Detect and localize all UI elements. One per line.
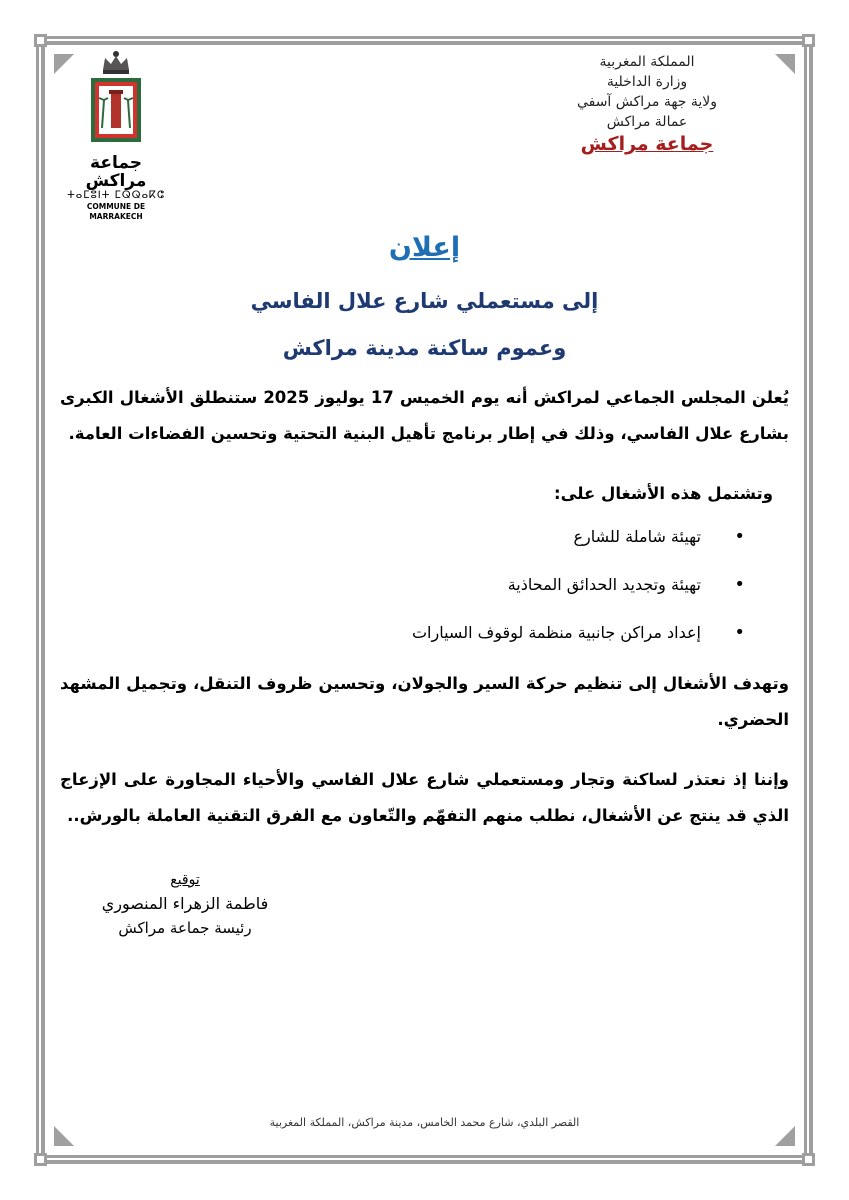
announcement-title: إعلان [388,232,461,263]
paragraph-1: يُعلن المجلس الجماعي لمراكش أنه يوم الخميس 17 يوليوز 2025 ستنطلق الأشغال الكبرى بشارع علال الفاسي، وذلك في إطار برنامج تأهيل البنية التحتية وتحسين الفضاءات العامة. [60,388,789,443]
frame-bottom [44,1155,805,1164]
logo-name-tifinagh: ⵜⴰⵎⵓⵏⵜ ⵎⵕⵕⴰⴽⵛ [67,190,165,201]
logo-name-fr: COMMUNE DE MARRAKECH [86,202,146,221]
header-institution [537,52,757,156]
header-kingdom: المملكة المغربية [599,54,695,70]
frame-triangle-tr [775,54,795,74]
commune-logo [60,48,172,221]
list-item: • إعداد مراكن جانبية منظمة لوقوف السيارات [412,618,745,666]
header-prefecture: عمالة مراكش [606,114,688,130]
header-ministry: وزارة الداخلية [606,74,688,90]
signature-block [80,868,290,940]
list-item: • تهيئة شاملة للشارع [412,522,745,570]
announcement-subtitle-1: إلى مستعملي شارع علال الفاسي [250,289,599,313]
frame-triangle-bl [54,1126,74,1146]
signatory-name: فاطمة الزهراء المنصوري [101,894,269,913]
logo-name-ar: جماعة مراكش [85,153,147,191]
paragraph-2: وتهدف الأشغال إلى تنظيم حركة السير والجولان، وتحسين ظروف التنقل، وتجميل المشهد الحضري. [60,674,789,729]
list-item: • تهيئة وتجديد الحدائق المحاذية [412,570,745,618]
coat-of-arms-icon [81,48,151,148]
signatory-role: رئيسة جماعة مراكش [118,919,252,937]
frame-corner-bl [34,1153,47,1166]
frame-triangle-br [775,1126,795,1146]
signature-label: توقيع [170,872,200,888]
frame-left [36,44,45,1156]
paragraph-3: وإننا إذ نعتذر لساكنة وتجار ومستعملي شارع علال الفاسي والأحياء المجاورة على الإزعاج الذي قد ينتج عن الأشغال، نطلب منهم التفهّم والتّعاون مع الفرق التقنية العاملة بالورش.. [60,770,789,825]
frame-right [804,44,813,1156]
footer-address: القصر البلدي، شارع محمد الخامس، مدينة مراكش، المملكة المغربية [269,1116,580,1129]
announcement-subtitle-2: وعموم ساكنة مدينة مراكش [282,336,567,360]
frame-corner-tr [802,34,815,47]
frame-corner-tl [34,34,47,47]
frame-corner-br [802,1153,815,1166]
works-list [412,522,745,666]
header-wilaya: ولاية جهة مراكش آسفي [576,94,718,110]
frame-top [44,36,805,45]
header-commune: جماعة مراكش [580,133,714,155]
list-intro: وتشتمل هذه الأشغال على: [553,484,773,503]
